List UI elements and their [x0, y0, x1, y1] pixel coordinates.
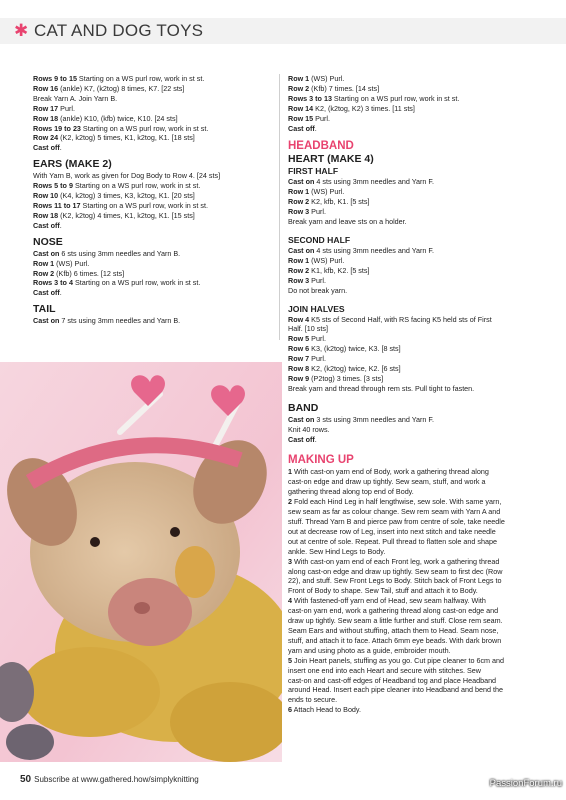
pattern-line [288, 256, 533, 266]
pattern-line-text: With fastened-off yarn end of Head, sew seam halfway. With [292, 596, 486, 606]
pattern-line [288, 586, 533, 596]
pattern-line-text: With cast-on yarn end of each Front leg, work a gathering thread [292, 556, 500, 566]
pattern-line-text: Starting on a WS purl row, work in st st. [80, 200, 208, 210]
pattern-line [288, 104, 533, 114]
pattern-line-label: 6 [288, 705, 292, 715]
pattern-line-label: Row 2 [288, 265, 310, 275]
pattern-line-label: Cast on [288, 177, 315, 187]
pattern-line-label: 5 [288, 655, 292, 665]
pattern-line-label: Cast off [288, 123, 315, 133]
pattern-line-label: Rows 5 to 9 [33, 181, 73, 191]
pattern-line-label: Row 17 [33, 103, 59, 113]
pattern-line-text: Join Heart panels, stuffing as you go. Cut pipe cleaner to 6cm and [292, 655, 505, 665]
pattern-line-text: Half. [10 sts] [288, 324, 328, 334]
pattern-line-text: 4 sts using 3mm needles and Yarn F. [314, 177, 434, 187]
section-header [0, 18, 566, 44]
ears-heading: EARS (MAKE 2) [33, 158, 112, 171]
pattern-line-text: (WS) Purl. [309, 187, 345, 197]
pattern-line-label: Cast on [33, 248, 60, 258]
band-heading: BAND [288, 401, 319, 414]
pattern-line-text: yarn and using photo as a guide, embroider mouth. [288, 645, 451, 655]
pattern-line [288, 187, 533, 197]
pattern-line-label: Cast on [288, 414, 315, 424]
pattern-line [288, 656, 533, 666]
watermark: PassionForum.ru [489, 778, 562, 789]
pattern-line-text: stuff. Thread Yarn B and pierce paw from centre of sole, take needle [288, 517, 505, 526]
tail-heading: TAIL [33, 303, 56, 316]
pattern-line [288, 324, 533, 334]
pattern-line-label: Row 1 [288, 255, 310, 265]
pattern-line [33, 269, 275, 279]
pattern-line [288, 596, 533, 606]
pattern-line [288, 344, 533, 354]
pattern-line [288, 94, 533, 104]
page-footer [20, 774, 199, 785]
pattern-line [288, 636, 533, 646]
pattern-line [288, 487, 533, 497]
pattern-line [288, 276, 533, 286]
pattern-line-text: Starting on a WS purl row, work in st st. [76, 74, 205, 83]
pattern-line-text: Purl. [309, 334, 326, 344]
pattern-line [288, 374, 533, 384]
pattern-line-text: out at centre of sole. Repeat. Pull thread to flatten sole and shape [288, 536, 497, 546]
pattern-line [288, 315, 533, 325]
pattern-line-label: Row 9 [288, 373, 310, 383]
first-half-heading: FIRST HALF [288, 166, 339, 177]
making-up-list [288, 467, 533, 715]
pattern-line-text: Purl. [309, 275, 326, 285]
pattern-line-label: Rows 3 to 13 [288, 93, 332, 103]
pattern-line-text: (ankle) K10, (kfb) twice, K10. [24 sts] [58, 113, 178, 123]
pattern-line-text: . [59, 288, 62, 298]
pattern-line-label: Row 6 [288, 344, 310, 354]
pattern-line-text: K3, (k2tog) twice, K3. [8 sts] [309, 344, 401, 354]
pattern-line [288, 517, 533, 527]
pattern-line [288, 537, 533, 547]
pattern-line [288, 177, 533, 187]
pattern-line-text: Purl. [313, 113, 330, 123]
pattern-line-label: Row 1 [288, 74, 310, 83]
pattern-line-text: . [314, 123, 317, 133]
pattern-line [288, 124, 533, 134]
pattern-line-text: 22), and stuff. Sew Front Legs to Body. Stitch back of Front Legs to [288, 576, 502, 586]
right-column [288, 74, 533, 715]
pattern-line [33, 124, 275, 134]
pattern-line [33, 133, 275, 143]
pattern-line [288, 477, 533, 487]
pattern-line [288, 467, 533, 477]
pattern-line-text: (WS) Purl. [309, 255, 345, 265]
pattern-line [33, 94, 275, 104]
pattern-line [33, 316, 275, 326]
making-up-heading: MAKING UP [288, 454, 354, 467]
pattern-line [288, 497, 533, 507]
pattern-line-label: Row 24 [33, 133, 59, 143]
pattern-line [288, 567, 533, 577]
asterisk-flower-icon: ✱ [14, 21, 29, 40]
pattern-line-label: Row 2 [33, 268, 55, 278]
pattern-line [288, 217, 533, 227]
pattern-line [288, 114, 533, 124]
pattern-line [288, 507, 533, 517]
pattern-line [33, 201, 275, 211]
column-divider [279, 74, 280, 340]
pattern-line-text: Break Yarn A. Join Yarn B. [33, 93, 118, 103]
pattern-line-label: Row 7 [288, 354, 310, 364]
pattern-line [33, 181, 275, 191]
pattern-line [33, 221, 275, 231]
pattern-line-label: Row 14 [288, 103, 314, 113]
leg-rows-list [33, 74, 275, 153]
pattern-line [33, 249, 275, 259]
pattern-line-text: (Kfb) 7 times. [14 sts] [309, 83, 380, 93]
pattern-line-label: Rows 19 to 23 [33, 123, 81, 133]
pattern-line-text: 4 sts using 3mm needles and Yarn F. [314, 245, 434, 255]
pattern-line-text: K5 sts of Second Half, with RS facing K5 held sts of First [309, 314, 492, 324]
pattern-line [288, 384, 533, 394]
pattern-line-label: Row 18 [33, 113, 59, 123]
pattern-line-text: insert one end into each Heart and secure with stitches. Sew [288, 665, 481, 675]
pattern-line-text: Attach Head to Body. [292, 705, 361, 715]
pattern-line [33, 278, 275, 288]
pattern-line-label: Row 3 [288, 207, 310, 217]
pattern-line [288, 685, 533, 695]
pattern-line-text: 6 sts using 3mm needles and Yarn B. [59, 248, 181, 258]
pattern-line [288, 695, 533, 705]
pattern-line-label: Row 10 [33, 191, 59, 201]
pattern-line [288, 557, 533, 567]
pattern-line-text: . [59, 220, 62, 230]
pattern-line [33, 74, 275, 84]
pattern-line [288, 676, 533, 686]
join-halves-rows-list [288, 315, 533, 394]
pattern-line-text: (K4, k2tog) 3 times, K3, k2tog, K1. [20 sts] [58, 191, 195, 201]
pattern-line-text: Purl. [58, 103, 75, 113]
pattern-line-label: Row 4 [288, 314, 310, 324]
pattern-line [288, 207, 533, 217]
dog-illustration [0, 362, 282, 762]
pattern-line-label: 4 [288, 596, 292, 606]
pattern-line-label: 1 [288, 467, 292, 477]
pattern-line-label: 2 [288, 497, 292, 507]
pattern-line-text: Seam Ears and without stuffing, attach them to Head. Seam nose, [288, 625, 499, 635]
section-title: CAT AND DOG TOYS [34, 21, 204, 40]
pattern-line-label: Row 2 [288, 197, 310, 207]
pattern-line-text: Break yarn and leave sts on a holder. [288, 217, 407, 227]
pattern-line [288, 527, 533, 537]
first-half-rows-list [288, 177, 533, 227]
tail-rows-list [33, 316, 275, 326]
pattern-line-label: Row 2 [288, 83, 310, 93]
pattern-line-text: ends to secure. [288, 695, 338, 705]
pattern-line-text: K2, kfb, K1. [5 sts] [309, 197, 370, 207]
pattern-line [33, 191, 275, 201]
subscribe-link[interactable]: Subscribe at www.gathered.how/simplyknitting [34, 775, 199, 784]
pattern-line-text: 3 sts using 3mm needles and Yarn F. [314, 414, 434, 424]
pattern-line-text: cast-on edge and draw up tightly. Sew seam, stuff, and work a [288, 477, 486, 487]
pattern-line-label: Row 1 [33, 258, 55, 268]
pattern-line-text: Do not break yarn. [288, 285, 348, 295]
pattern-line-text: cast-on yarn end, work a gathering thread along cast-on edge and [288, 606, 499, 616]
pattern-line-text: (WS) Purl. [54, 258, 90, 268]
second-half-heading: SECOND HALF [288, 234, 351, 245]
pattern-line-label: Cast off [33, 288, 60, 298]
pattern-line [288, 606, 533, 616]
band-rows-list [288, 415, 533, 445]
pattern-line [33, 84, 275, 94]
pattern-line [288, 197, 533, 207]
pattern-line-text: cast-on and cast-off edges of Headband tog and place Headband [288, 675, 497, 685]
pattern-line-text: ankle. Sew Hind Legs to Body. [288, 546, 386, 556]
pattern-line [288, 425, 533, 435]
pattern-line-text: K2, (k2tog, K2) 3 times. [11 sts] [313, 103, 415, 113]
pattern-line-text: 7 sts using 3mm needles and Yarn B. [59, 316, 181, 326]
page-number: 50 [20, 774, 32, 785]
nose-rows-list [33, 249, 275, 299]
ears-rows-list [33, 171, 275, 230]
pattern-line [33, 171, 275, 181]
pattern-line-label: Cast on [33, 316, 60, 326]
pattern-line-text: Starting on a WS purl row, work in st st. [72, 181, 201, 191]
pattern-line [288, 666, 533, 676]
pattern-line-label: Row 18 [33, 210, 59, 220]
heart-heading: HEART (MAKE 4) [288, 153, 374, 166]
headband-heading: HEADBAND [288, 140, 354, 153]
pattern-line [33, 143, 275, 153]
pattern-line [288, 286, 533, 296]
pattern-line-label: Row 5 [288, 334, 310, 344]
pattern-line [288, 334, 533, 344]
nose-heading: NOSE [33, 235, 63, 248]
pattern-line-label: Row 15 [288, 113, 314, 123]
pattern-line-text: . [314, 434, 317, 444]
pattern-line [33, 114, 275, 124]
pattern-line-label: Cast on [288, 245, 315, 255]
pattern-line-text: Starting on a WS purl row, work in st st. [80, 123, 209, 133]
pattern-line-text: (Kfb) 6 times. [12 sts] [54, 268, 125, 278]
pattern-line [288, 705, 533, 715]
pattern-line-label: Rows 9 to 15 [33, 74, 77, 83]
pattern-line-text: Purl. [309, 354, 326, 364]
pattern-line [288, 626, 533, 636]
pattern-line-text: Fold each Hind Leg in half lengthwise, sew sole. With same yarn, [292, 497, 502, 507]
pattern-line-text: Starting on a WS purl row, work in st st. [72, 278, 201, 288]
pattern-line [33, 211, 275, 221]
pattern-line [288, 435, 533, 445]
knitted-dog-photo [0, 362, 282, 762]
pattern-line-text: K1, kfb, K2. [5 sts] [309, 265, 370, 275]
pattern-line-text: With cast-on yarn end of Body, work a gathering thread along [292, 467, 489, 477]
pattern-line-label: Rows 11 to 17 [33, 200, 81, 210]
pattern-line-text: . [59, 143, 62, 153]
pattern-line-text: (K2, k2tog) 4 times, K1, k2tog, K1. [15 sts] [58, 210, 195, 220]
pattern-line [288, 354, 533, 364]
pattern-line-text: sew seam as far as colour change. Sew rem seam with Yarn A and [288, 507, 501, 517]
join-halves-heading: JOIN HALVES [288, 303, 345, 314]
pattern-line-label: Row 8 [288, 364, 310, 374]
pattern-line [288, 415, 533, 425]
pattern-line [288, 266, 533, 276]
pattern-line [288, 364, 533, 374]
pattern-line-label: Cast off [33, 143, 60, 153]
pattern-line-text: (ankle) K7, (k2tog) 8 times, K7. [22 sts] [58, 83, 185, 93]
pattern-line-text: out at decrease row of Leg, insert into next stitch and take needle [288, 526, 496, 536]
pattern-line [33, 288, 275, 298]
pattern-line [33, 104, 275, 114]
pattern-line-text: K2, (k2tog) twice, K2. [6 sts] [309, 364, 401, 374]
pattern-line-text: Purl. [309, 207, 326, 217]
pattern-line-text: Front of Body to shape. Sew Tail, stuff and attach it to Body. [288, 586, 478, 596]
pattern-line [288, 84, 533, 94]
pattern-line-text: along cast-on edge and draw up tightly. Sew seam to first dec (Row [288, 566, 503, 576]
pattern-line [288, 576, 533, 586]
pattern-line-text: Break yarn and thread through rem sts. Pull tight to fasten. [288, 383, 475, 393]
second-half-rows-list [288, 246, 533, 296]
pattern-line [288, 646, 533, 656]
pattern-line [288, 616, 533, 626]
pattern-line [33, 259, 275, 269]
pattern-line-label: 3 [288, 556, 292, 566]
pattern-line-text: draw up tightly. Sew seam a little further and stuff. Close rem seam. [288, 616, 503, 626]
tail-cont-rows-list [288, 74, 533, 133]
pattern-line-text: (P2tog) 3 times. [3 sts] [309, 373, 384, 383]
pattern-line-label: Row 1 [288, 187, 310, 197]
pattern-line-text: around Head. Insert each pipe cleaner into Headband and bend the [288, 685, 503, 695]
pattern-line-label: Rows 3 to 4 [33, 278, 73, 288]
pattern-line-label: Cast off [288, 434, 315, 444]
pattern-line-label: Row 16 [33, 83, 59, 93]
pattern-line-label: Row 3 [288, 275, 310, 285]
pattern-line-text: Knit 40 rows. [288, 424, 330, 434]
left-column [33, 74, 275, 326]
pattern-line [288, 74, 533, 84]
pattern-line-text: (K2, k2tog) 5 times, K1, k2tog, K1. [18 sts] [58, 133, 195, 143]
pattern-line [288, 246, 533, 256]
pattern-line-text: (WS) Purl. [309, 74, 345, 83]
pattern-line-label: Cast off [33, 220, 60, 230]
pattern-line-text: stuff, and attach it to face. Attach 6mm eye beads. With dark brown [288, 635, 502, 645]
pattern-line [288, 547, 533, 557]
pattern-line-text: With Yarn B, work as given for Dog Body to Row 4. [24 sts] [33, 171, 221, 181]
pattern-line-text: Starting on a WS purl row, work in st st. [331, 93, 460, 103]
pattern-line-text: gathering thread along top end of Body. [288, 487, 414, 497]
